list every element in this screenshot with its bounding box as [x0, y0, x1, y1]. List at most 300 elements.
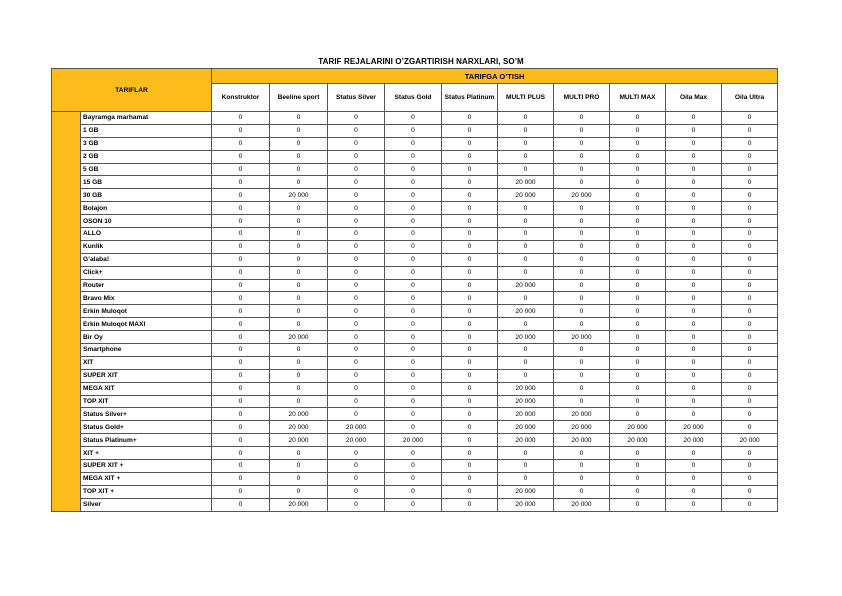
price-cell: 0 [722, 253, 778, 266]
price-cell: 0 [610, 279, 666, 292]
price-cell: 0 [442, 356, 498, 369]
price-cell: 20 000 [666, 434, 722, 447]
price-cell: 0 [722, 279, 778, 292]
tariff-name: Status Gold+ [81, 421, 212, 434]
price-cell: 0 [722, 137, 778, 150]
tariff-name: 15 GB [81, 176, 212, 189]
price-cell: 0 [554, 485, 610, 498]
price-cell: 0 [722, 292, 778, 305]
price-cell: 0 [212, 408, 270, 421]
table-row [52, 305, 778, 318]
price-cell: 20 000 [498, 279, 554, 292]
price-cell: 0 [554, 112, 610, 125]
price-cell: 0 [498, 150, 554, 163]
price-cell: 0 [610, 137, 666, 150]
price-cell: 0 [722, 150, 778, 163]
price-cell: 0 [328, 331, 385, 344]
tarifga-otish-header: TARIFGA O’TISH [212, 69, 778, 84]
price-cell: 0 [212, 189, 270, 202]
price-cell: 0 [722, 240, 778, 253]
table-row [52, 498, 778, 511]
price-cell: 0 [610, 202, 666, 215]
price-cell: 0 [385, 202, 442, 215]
column-header: Beeline sport [270, 84, 328, 112]
price-cell: 0 [385, 318, 442, 331]
price-cell: 0 [722, 202, 778, 215]
price-cell: 0 [270, 163, 328, 176]
price-cell: 0 [212, 434, 270, 447]
column-header: Oila Max [666, 84, 722, 112]
tariff-name: 1 GB [81, 124, 212, 137]
tariff-name: Silver [81, 498, 212, 511]
price-cell: 0 [666, 228, 722, 241]
price-cell: 0 [270, 305, 328, 318]
price-cell: 0 [442, 240, 498, 253]
price-cell: 0 [554, 369, 610, 382]
tariff-name: TOP XIT + [81, 485, 212, 498]
price-cell: 0 [498, 137, 554, 150]
price-cell: 20 000 [270, 498, 328, 511]
price-cell: 0 [666, 318, 722, 331]
price-cell: 0 [385, 305, 442, 318]
price-cell: 0 [212, 279, 270, 292]
price-cell: 0 [666, 356, 722, 369]
price-cell: 0 [212, 305, 270, 318]
price-cell: 0 [385, 498, 442, 511]
price-cell: 0 [610, 189, 666, 202]
price-cell: 0 [554, 305, 610, 318]
price-cell: 0 [442, 189, 498, 202]
price-cell: 0 [666, 189, 722, 202]
table-row [52, 150, 778, 163]
price-cell: 0 [722, 344, 778, 357]
price-cell: 0 [270, 485, 328, 498]
price-cell: 0 [442, 228, 498, 241]
price-cell: 0 [212, 382, 270, 395]
tariflar-header: TARIFLAR [52, 69, 212, 112]
price-cell: 0 [385, 189, 442, 202]
price-cell: 20 000 [554, 331, 610, 344]
price-cell: 0 [212, 112, 270, 125]
price-cell: 0 [610, 447, 666, 460]
price-cell: 0 [498, 112, 554, 125]
price-cell: 0 [610, 253, 666, 266]
price-cell: 0 [385, 344, 442, 357]
price-cell: 0 [212, 318, 270, 331]
table-row [52, 163, 778, 176]
price-cell: 0 [212, 266, 270, 279]
price-cell: 0 [270, 240, 328, 253]
price-cell: 0 [722, 460, 778, 473]
price-cell: 0 [212, 215, 270, 228]
price-cell: 0 [666, 344, 722, 357]
price-cell: 0 [328, 318, 385, 331]
tariff-name: 3 GB [81, 137, 212, 150]
price-cell: 0 [722, 215, 778, 228]
price-cell: 0 [666, 137, 722, 150]
table-body [52, 112, 778, 512]
table-row [52, 240, 778, 253]
price-cell: 0 [270, 460, 328, 473]
price-cell: 0 [270, 344, 328, 357]
price-cell: 0 [554, 460, 610, 473]
price-cell: 0 [610, 460, 666, 473]
tariff-name: Router [81, 279, 212, 292]
price-cell: 20 000 [385, 434, 442, 447]
price-cell: 0 [666, 447, 722, 460]
price-cell: 0 [212, 163, 270, 176]
table-row [52, 292, 778, 305]
price-cell: 0 [554, 395, 610, 408]
price-cell: 0 [212, 150, 270, 163]
price-cell: 0 [212, 176, 270, 189]
price-cell: 0 [722, 163, 778, 176]
price-cell: 0 [610, 408, 666, 421]
price-cell: 0 [666, 124, 722, 137]
price-cell: 0 [666, 395, 722, 408]
price-cell: 0 [442, 318, 498, 331]
tariff-name: G’alaba! [81, 253, 212, 266]
price-cell: 0 [442, 292, 498, 305]
price-cell: 0 [554, 150, 610, 163]
price-cell: 0 [385, 485, 442, 498]
price-cell: 0 [385, 369, 442, 382]
price-cell: 0 [610, 176, 666, 189]
price-cell: 0 [498, 228, 554, 241]
price-cell: 0 [385, 292, 442, 305]
price-cell: 0 [270, 266, 328, 279]
table-row [52, 124, 778, 137]
price-cell: 0 [610, 498, 666, 511]
table-row [52, 447, 778, 460]
price-cell: 0 [554, 124, 610, 137]
price-cell: 20 000 [498, 331, 554, 344]
price-cell: 0 [270, 447, 328, 460]
price-cell: 0 [212, 395, 270, 408]
price-cell: 0 [442, 395, 498, 408]
tariff-name: Click+ [81, 266, 212, 279]
price-cell: 20 000 [722, 434, 778, 447]
price-cell: 20 000 [270, 331, 328, 344]
price-cell: 0 [666, 176, 722, 189]
price-cell: 0 [385, 228, 442, 241]
price-cell: 0 [442, 176, 498, 189]
tariff-name: 5 GB [81, 163, 212, 176]
price-cell: 0 [722, 228, 778, 241]
price-cell: 20 000 [328, 434, 385, 447]
price-cell: 0 [666, 163, 722, 176]
price-cell: 0 [385, 472, 442, 485]
price-cell: 0 [328, 112, 385, 125]
price-cell: 0 [270, 292, 328, 305]
tariff-name: 30 GB [81, 189, 212, 202]
price-cell: 0 [722, 189, 778, 202]
price-cell: 0 [442, 137, 498, 150]
price-cell: 0 [666, 460, 722, 473]
price-cell: 0 [610, 382, 666, 395]
price-cell: 0 [270, 472, 328, 485]
tariff-name: ALLO [81, 228, 212, 241]
price-cell: 0 [722, 112, 778, 125]
price-cell: 0 [328, 202, 385, 215]
price-cell: 0 [442, 112, 498, 125]
price-cell: 0 [554, 202, 610, 215]
price-cell: 0 [328, 395, 385, 408]
price-cell: 0 [385, 176, 442, 189]
price-cell: 0 [610, 318, 666, 331]
price-cell: 0 [554, 228, 610, 241]
price-cell: 0 [666, 292, 722, 305]
price-cell: 0 [498, 344, 554, 357]
price-cell: 0 [212, 498, 270, 511]
price-cell: 0 [722, 472, 778, 485]
price-cell: 0 [212, 202, 270, 215]
column-header: MULTI PLUS [498, 84, 554, 112]
price-cell: 0 [328, 240, 385, 253]
price-cell: 0 [722, 369, 778, 382]
price-cell: 0 [328, 163, 385, 176]
column-header: Oila Ultra [722, 84, 778, 112]
price-cell: 0 [498, 356, 554, 369]
table-row [52, 408, 778, 421]
price-cell: 0 [666, 253, 722, 266]
price-cell: 0 [270, 176, 328, 189]
price-cell: 0 [722, 124, 778, 137]
price-cell: 0 [610, 150, 666, 163]
tariff-name: OSON 10 [81, 215, 212, 228]
price-cell: 0 [722, 176, 778, 189]
table-row [52, 202, 778, 215]
price-cell: 0 [722, 266, 778, 279]
column-header: MULTI PRO [554, 84, 610, 112]
price-cell: 0 [722, 395, 778, 408]
price-cell: 0 [385, 124, 442, 137]
price-cell: 0 [212, 460, 270, 473]
table-row [52, 344, 778, 357]
price-cell: 0 [722, 356, 778, 369]
price-cell: 0 [385, 215, 442, 228]
price-cell: 20 000 [554, 421, 610, 434]
table-row [52, 460, 778, 473]
price-cell: 0 [385, 266, 442, 279]
price-cell: 0 [610, 163, 666, 176]
price-cell: 0 [610, 344, 666, 357]
price-cell: 0 [270, 228, 328, 241]
price-cell: 0 [610, 356, 666, 369]
price-cell: 20 000 [554, 408, 610, 421]
price-cell: 0 [442, 202, 498, 215]
price-cell: 0 [385, 460, 442, 473]
price-cell: 0 [442, 434, 498, 447]
price-cell: 0 [666, 279, 722, 292]
price-cell: 0 [554, 163, 610, 176]
price-cell: 0 [212, 472, 270, 485]
price-cell: 0 [442, 253, 498, 266]
price-cell: 0 [328, 485, 385, 498]
price-cell: 20 000 [498, 498, 554, 511]
price-cell: 0 [212, 124, 270, 137]
price-cell: 0 [212, 369, 270, 382]
price-cell: 20 000 [498, 421, 554, 434]
price-cell: 0 [212, 228, 270, 241]
tariff-name: SUPER XIT [81, 369, 212, 382]
price-cell: 0 [554, 447, 610, 460]
price-cell: 0 [610, 369, 666, 382]
price-cell: 0 [554, 137, 610, 150]
price-cell: 0 [554, 176, 610, 189]
price-cell: 0 [328, 189, 385, 202]
tariff-name: XIT + [81, 447, 212, 460]
table-row [52, 356, 778, 369]
price-cell: 0 [270, 202, 328, 215]
price-cell: 0 [722, 447, 778, 460]
table-row [52, 279, 778, 292]
price-cell: 0 [722, 331, 778, 344]
price-cell: 0 [442, 498, 498, 511]
price-cell: 0 [270, 253, 328, 266]
table-row [52, 369, 778, 382]
price-cell: 0 [610, 292, 666, 305]
tariff-name: Bravo Mix [81, 292, 212, 305]
price-cell: 0 [328, 228, 385, 241]
price-cell: 0 [610, 472, 666, 485]
price-cell: 0 [498, 369, 554, 382]
column-header: Status Platinum [442, 84, 498, 112]
tariff-name: Kunlik [81, 240, 212, 253]
price-cell: 0 [498, 253, 554, 266]
price-cell: 0 [666, 408, 722, 421]
price-cell: 0 [328, 498, 385, 511]
table-row [52, 472, 778, 485]
tariff-name: XIT [81, 356, 212, 369]
price-cell: 0 [442, 472, 498, 485]
price-cell: 0 [666, 150, 722, 163]
price-cell: 0 [610, 305, 666, 318]
price-cell: 0 [666, 112, 722, 125]
price-cell: 20 000 [666, 421, 722, 434]
price-cell: 0 [498, 447, 554, 460]
tariff-name: Bolajon [81, 202, 212, 215]
price-cell: 0 [610, 215, 666, 228]
table-row [52, 434, 778, 447]
price-cell: 0 [385, 447, 442, 460]
price-cell: 0 [385, 421, 442, 434]
price-cell: 0 [666, 382, 722, 395]
price-cell: 0 [212, 137, 270, 150]
price-cell: 0 [610, 485, 666, 498]
tariff-name: SUPER XIT + [81, 460, 212, 473]
price-cell: 0 [270, 150, 328, 163]
price-cell: 0 [442, 447, 498, 460]
price-cell: 0 [442, 331, 498, 344]
price-cell: 20 000 [610, 434, 666, 447]
price-cell: 0 [385, 112, 442, 125]
price-cell: 0 [385, 382, 442, 395]
price-cell: 0 [385, 408, 442, 421]
price-cell: 0 [270, 137, 328, 150]
price-cell: 0 [722, 498, 778, 511]
price-cell: 0 [328, 279, 385, 292]
price-cell: 0 [442, 124, 498, 137]
price-cell: 0 [328, 292, 385, 305]
price-cell: 0 [610, 266, 666, 279]
price-cell: 0 [442, 382, 498, 395]
price-cell: 0 [328, 124, 385, 137]
price-cell: 0 [442, 344, 498, 357]
price-cell: 0 [328, 356, 385, 369]
price-cell: 0 [610, 331, 666, 344]
column-header: Status Gold [385, 84, 442, 112]
price-cell: 0 [212, 485, 270, 498]
price-cell: 20 000 [554, 189, 610, 202]
column-header: Status Silver [328, 84, 385, 112]
price-cell: 20 000 [498, 382, 554, 395]
price-cell: 0 [328, 369, 385, 382]
price-cell: 0 [722, 382, 778, 395]
price-cell: 0 [385, 356, 442, 369]
table-row [52, 253, 778, 266]
price-cell: 0 [666, 485, 722, 498]
tariff-name: Erkin Muloqot MAXI [81, 318, 212, 331]
price-cell: 0 [212, 331, 270, 344]
price-cell: 0 [328, 408, 385, 421]
table-row [52, 137, 778, 150]
price-cell: 0 [270, 112, 328, 125]
price-cell: 0 [498, 163, 554, 176]
table-row [52, 318, 778, 331]
price-cell: 20 000 [498, 395, 554, 408]
price-cell: 0 [442, 150, 498, 163]
price-cell: 0 [666, 369, 722, 382]
tariff-name: 2 GB [81, 150, 212, 163]
price-cell: 20 000 [498, 189, 554, 202]
price-cell: 0 [554, 344, 610, 357]
price-cell: 20 000 [270, 189, 328, 202]
price-cell: 20 000 [498, 408, 554, 421]
price-cell: 0 [212, 356, 270, 369]
table-row [52, 331, 778, 344]
price-cell: 0 [385, 137, 442, 150]
price-cell: 0 [554, 253, 610, 266]
price-cell: 20 000 [554, 498, 610, 511]
price-cell: 0 [328, 305, 385, 318]
price-cell: 0 [498, 472, 554, 485]
price-cell: 0 [442, 266, 498, 279]
price-cell: 0 [498, 202, 554, 215]
tariff-name: Status Platinum+ [81, 434, 212, 447]
price-cell: 0 [554, 266, 610, 279]
price-cell: 0 [722, 485, 778, 498]
price-cell: 0 [212, 344, 270, 357]
price-cell: 0 [270, 356, 328, 369]
price-cell: 0 [385, 150, 442, 163]
price-cell: 0 [554, 215, 610, 228]
price-cell: 0 [610, 112, 666, 125]
price-cell: 0 [610, 124, 666, 137]
tariff-name: Erkin Muloqot [81, 305, 212, 318]
price-cell: 0 [212, 421, 270, 434]
price-cell: 0 [212, 292, 270, 305]
table-row [52, 382, 778, 395]
price-cell: 20 000 [498, 485, 554, 498]
price-cell: 0 [328, 176, 385, 189]
table-row [52, 215, 778, 228]
price-cell: 20 000 [270, 421, 328, 434]
price-cell: 0 [554, 240, 610, 253]
tariff-name: Smartphone [81, 344, 212, 357]
tariff-name: MEGA XIT + [81, 472, 212, 485]
tariff-table [51, 68, 778, 512]
